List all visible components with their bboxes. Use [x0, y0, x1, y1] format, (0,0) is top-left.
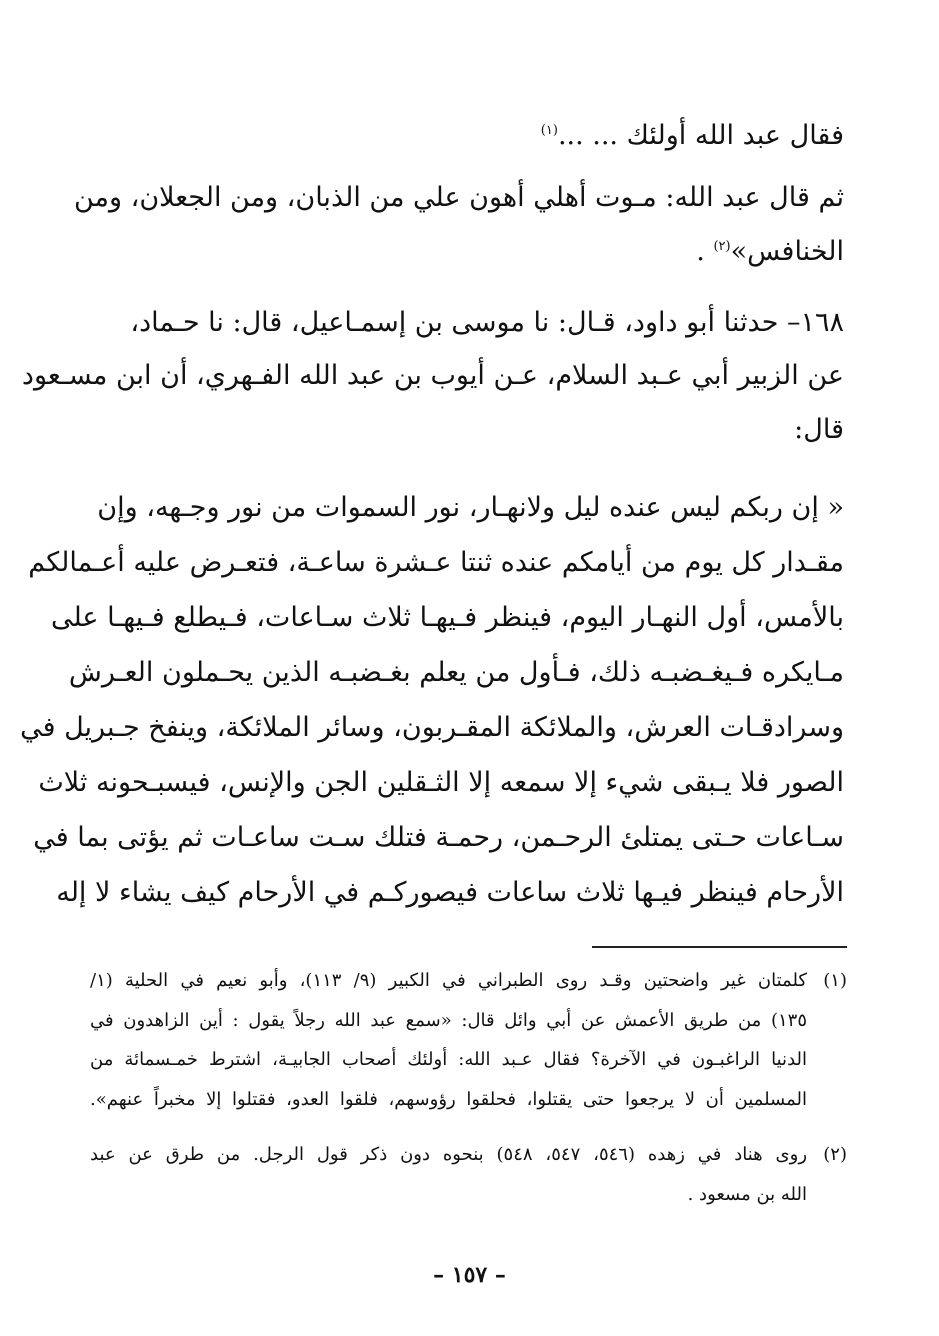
text-line-7: « إن ربكم ليس عنده ليل ولانهـار، نور السموات من نور وجـهه، وإن: [97, 492, 844, 523]
text-line-3-trailing: .: [696, 236, 705, 267]
text-line-9: بالأمس، أول النهـار اليوم، فينظر فـيهـا ثلاث سـاعات، فـيطلع فـيهـا على: [50, 602, 844, 633]
footnote-divider: [592, 946, 847, 948]
text-line-14: الأرحام فينظر فيـها ثلاث ساعات فيصوركـم في الأرحام كيف يشاء لا إله: [56, 877, 844, 908]
text-line-3-content: الخنافس»: [730, 236, 844, 267]
text-line-1-content: فقال عبد الله أولئك ... ...: [557, 120, 844, 151]
footnote-1-line-2: ١٣٥) من طريق الأعمش عن أبي وائل قال: «سمع عبد الله رجلاً يقول : أين الزاهدون في: [90, 1010, 807, 1031]
footnote-ref-2: (٢): [713, 239, 731, 254]
page-number: – ١٥٧ –: [433, 1262, 506, 1288]
footnote-1-line-1: كلمتان غير واضحتين وقـد روى الطبراني في الكبير (٩/ ١١٣)، وأبو نعيم في الحلية (١/: [90, 970, 807, 991]
text-line-12: الصور فلا يـبقى شيء إلا سمعه إلا الثـقلين الجن والإنس، فيسبـحونه ثلاث: [38, 767, 844, 798]
text-line-2: ثم قال عبد الله: مـوت أهلي أهون علي من الذبان، ومن الجعلان، ومن: [73, 182, 844, 213]
footnote-2-line-1: روى هناد في زهده (٥٤٦، ٥٤٧، ٥٤٨) بنحوه دون ذكر قول الرجل. من طرق عن عبد: [90, 1144, 808, 1165]
hadith-168-line-2: عن الزبير أبي عـبد السلام، عـن أيوب بن عبد الله الفـهري، أن ابن مسـعود: [21, 360, 844, 391]
hadith-168-line-1: ١٦٨– حدثنا أبو داود، قـال: نا موسى بن إسمـاعيل، قال: نا حـماد،: [130, 307, 844, 338]
hadith-168-line-3: قال:: [794, 414, 844, 445]
text-line-13: سـاعات حـتى يمتلئ الرحـمن، رحمـة فتلك سـت ساعـات ثم يؤتى بما في: [33, 822, 844, 853]
footnote-1-line-4: المسلمين أن لا يرجعوا حتى يقتلوا، فحلقوا رؤوسهم، فلقوا العدو، فقتلوا إلا مخبراً عنهم».: [90, 1089, 807, 1110]
footnote-2-line-2: الله بن مسعود .: [687, 1184, 807, 1205]
footnote-ref-1: (١): [540, 123, 558, 138]
text-line-11: وسرادقـات العرش، والملائكة المقـربون، وسائر الملائكة، وينفخ جـبريل في: [20, 712, 844, 743]
footnote-1-line-3: الدنيا الراغبـون في الآخرة؟ فقال عـبد الله: أولئك أصحاب الجابيـة، اشترط خمـسمائة من: [90, 1049, 807, 1070]
text-line-8: مقـدار كل يوم من أيامكم عنده ثنتا عـشرة ساعـة، فتعـرض عليه أعـمالكم: [28, 547, 844, 578]
text-line-10: مـايكره فـيغـضبـه ذلك، فـأول من يعلم بغـضبـه الذين يحـملون العـرش: [68, 657, 844, 688]
footnote-2-number: (٢): [823, 1144, 847, 1165]
text-line-3: [134, 230, 844, 274]
footnote-1-number: (١): [823, 970, 847, 991]
text-line-1: [134, 114, 844, 158]
